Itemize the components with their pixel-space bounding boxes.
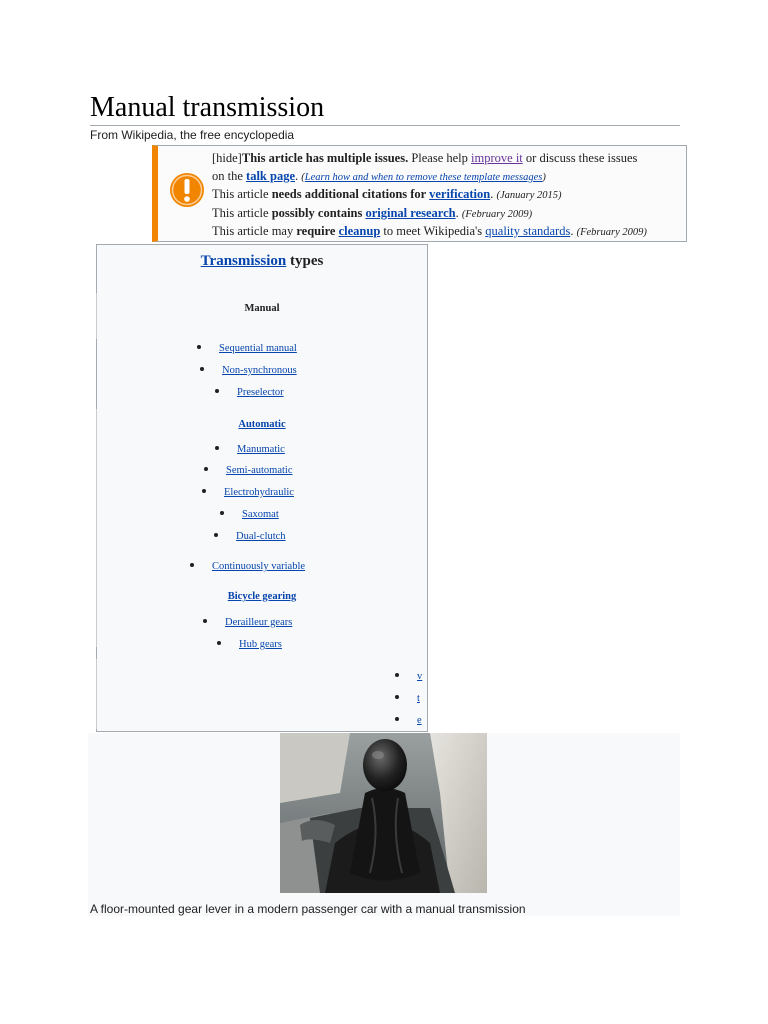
navbox-divider	[96, 659, 97, 729]
issues-text: [hide]This article has multiple issues. Please help improve it or discuss these issues on the talk page. (Learn how and when to remove these template messages) This article needs additional citations for verification. (January 2015) This article possibly contains original research. (February 2009) This article may require cleanup to meet Wikipedia's quality standards. (February 2009)	[212, 150, 686, 242]
nav-item[interactable]: Non-synchronous	[200, 365, 297, 376]
bullet	[217, 641, 221, 645]
tagline: From Wikipedia, the free encyclopedia	[90, 128, 295, 142]
nav-item[interactable]: Electrohydraulic	[202, 487, 294, 498]
nav-heading-bicycle-gearing[interactable]: Bicycle gearing	[227, 591, 297, 602]
bullet	[220, 511, 224, 515]
bullet	[203, 619, 207, 623]
nav-item[interactable]: Continuously variable	[190, 561, 305, 572]
cleanup-link[interactable]: cleanup	[338, 224, 381, 238]
bullet	[395, 717, 399, 721]
figure-caption: A floor-mounted gear lever in a modern passenger car with a manual transmission	[90, 902, 526, 916]
nav-item[interactable]: Sequential manual	[197, 343, 297, 354]
hide-toggle[interactable]: [hide]	[212, 151, 242, 165]
title-divider	[90, 125, 680, 126]
issues-heading: This article has multiple issues.	[241, 151, 409, 165]
bullet	[202, 489, 206, 493]
bullet	[395, 695, 399, 699]
bullet	[395, 673, 399, 677]
navbox-divider	[96, 293, 97, 339]
nav-item[interactable]: Hub gears	[217, 639, 282, 650]
navbox-divider	[96, 409, 97, 647]
quality-standards-link[interactable]: quality standards	[485, 224, 571, 238]
figure	[88, 733, 680, 916]
original-research-link[interactable]: original research	[365, 205, 456, 220]
warning-exclamation-icon	[167, 170, 207, 210]
transmission-link[interactable]: Transmission	[200, 253, 287, 269]
bullet	[214, 533, 218, 537]
nav-heading-manual: Manual	[244, 303, 280, 314]
navbox-title: Transmission types	[200, 253, 324, 269]
transmission-types-navbox	[96, 244, 428, 732]
gear-lever-photo[interactable]	[280, 733, 487, 893]
bullet	[215, 389, 219, 393]
nav-item[interactable]: Preselector	[215, 387, 284, 398]
bullet	[200, 367, 204, 371]
issue-line: This article may require cleanup to meet Wikipedia's quality standards. (February 2009)	[212, 224, 647, 238]
bullet	[197, 345, 201, 349]
bullet	[190, 563, 194, 567]
issue-line: This article possibly contains original research. (February 2009)	[212, 205, 533, 220]
bullet	[215, 446, 219, 450]
learn-remove-link[interactable]: Learn how and when to remove these template messages	[304, 171, 543, 183]
nav-item[interactable]: Manumatic	[215, 444, 285, 455]
nav-item[interactable]: Semi-automatic	[204, 465, 292, 476]
page-title: Manual transmission	[90, 92, 325, 123]
bullet	[204, 467, 208, 471]
view-template-link[interactable]: v	[395, 671, 422, 682]
nav-item[interactable]: Saxomat	[220, 509, 279, 520]
nav-heading-automatic[interactable]: Automatic	[238, 419, 286, 430]
nav-item[interactable]: Derailleur gears	[203, 617, 292, 628]
nav-item[interactable]: Dual-clutch	[214, 531, 286, 542]
talk-page-link[interactable]: talk page	[246, 168, 295, 183]
issue-line: This article needs additional citations for verification. (January 2015)	[212, 187, 562, 201]
multiple-issues-box	[152, 145, 687, 242]
verification-link[interactable]: verification	[429, 187, 491, 201]
improve-link[interactable]: improve it	[471, 151, 523, 165]
talk-template-link[interactable]: t	[395, 693, 420, 704]
edit-template-link[interactable]: e	[395, 715, 422, 726]
